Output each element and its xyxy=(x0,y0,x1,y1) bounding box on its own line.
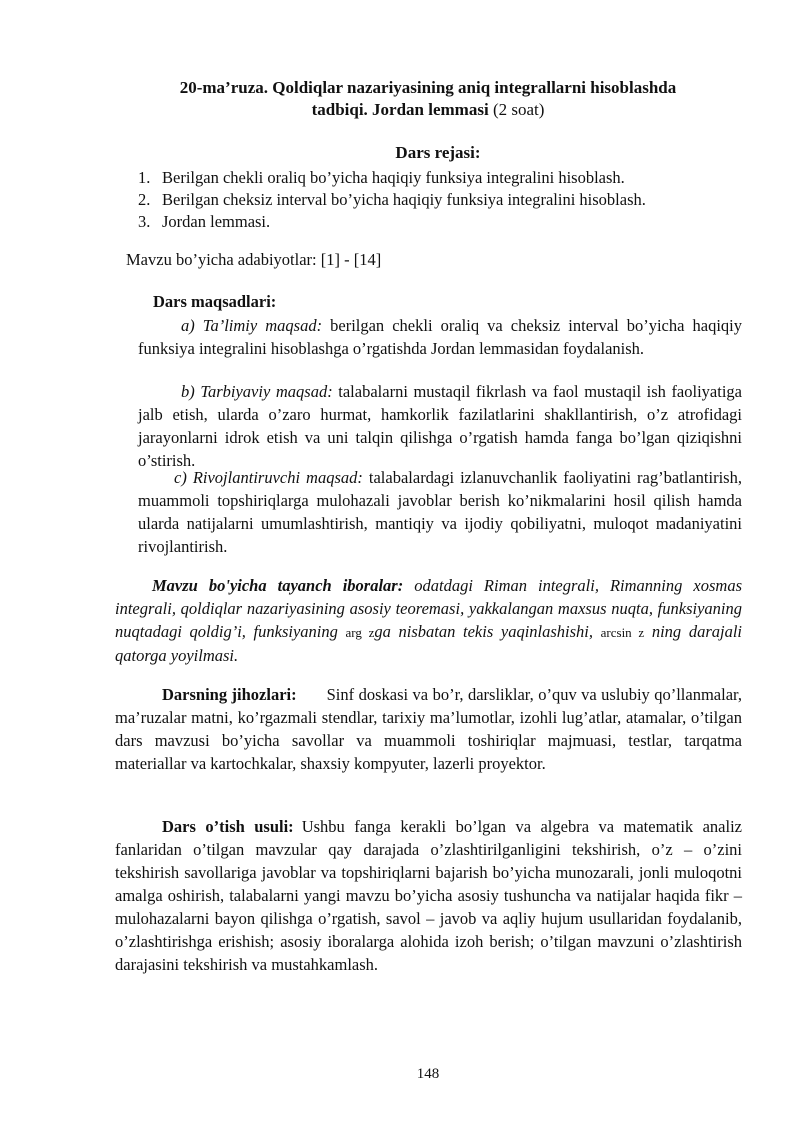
plan-item-number: 2. xyxy=(138,190,151,209)
goal-c-label: c) Rivojlantiruvchi maqsad: xyxy=(174,468,363,487)
goal-a xyxy=(138,314,742,360)
method-text: Ushbu fanga kerakli bo’lgan va algebra va matematik analiz fanlaridan o’tilgan mavzular qay darajada o’zlashtirilganligini tekshirish, o’z – o’zini tekshirish savollariga javoblar va topshiriqlarni bajarish bo’yicha munozarali, jonli muloqotni amalga oshirish, talabalarni yangi mavzu bo’yicha asosiy tushuncha va natijalar haqida fikr – mulohazalarni bayon qilishga o’rgatish, savol – javob va aqliy hujum usullaridan foydalanib, o’zlashtirishga erishish; asosiy iboralarga alohida izoh berish; o’tilgan mavzuni o’zlashtirish darajasini tekshirish va mustahkamlash. xyxy=(115,817,742,974)
goal-c xyxy=(138,466,742,558)
keywords-paragraph xyxy=(115,574,742,667)
math-arg-z: arg z xyxy=(345,625,375,640)
literature-line: Mavzu bo’yicha adabiyotlar: [1] - [14] xyxy=(126,250,382,269)
keywords-label: Mavzu bo'yicha tayanch iboralar: xyxy=(152,576,404,595)
goal-b-text: talabalarni mustaqil fikrlash va faol mustaqil ish faoliyatiga jalb etish, ularda o’zaro hurmat, hamkorlik fazilatlarini shakllantirish, o’z atrofidagi jarayonlarni idrok etish va uni talqin qilishga o’rgatish hamda fanga bo’lgan qiziqishni o’stirish. xyxy=(138,382,742,470)
plan-item-text: Jordan lemmasi. xyxy=(162,212,271,231)
method-paragraph xyxy=(115,815,742,976)
title-line-1: 20-ma’ruza. Qoldiqlar nazariyasining aniq integrallarni hisoblashda xyxy=(179,78,677,97)
plan-item-number: 3. xyxy=(138,212,151,231)
goal-c-text: talabalardagi izlanuvchanlik faoliyatini rag’batlantirish, muammoli topshiriqlarga mulohazali javoblar berish ko’nikmalarini hosil qilish hamda ularda natijalarni umumlashtirish, mantiqiy va ijodiy qobiliyatni, muloqot madaniyatini rivojlantirish. xyxy=(138,468,742,556)
plan-item xyxy=(138,211,646,233)
equipment-paragraph xyxy=(115,683,742,775)
lecture-title xyxy=(100,77,756,121)
plan-list xyxy=(138,167,646,233)
plan-item xyxy=(138,189,646,211)
equipment-label: Darsning jihozlari: xyxy=(162,685,297,704)
plan-item-text: Berilgan cheksiz interval bo’yicha haqiqiy funksiya integralini hisoblash. xyxy=(162,190,646,209)
math-arcsin-z: arcsin z xyxy=(600,625,645,640)
keywords-text-1: odatdagi Riman integrali, Rimanning xosmas integrali, qoldiqlar nazariyasining asosiy teoremasi, yakkalangan maxsus nuqta, funksiyaning nuqtadagi qoldig’i, funksiyaning xyxy=(115,576,742,641)
goal-a-text: berilgan chekli oraliq va cheksiz interval bo’yicha haqiqiy funksiya integralini hisoblashga o’rgatishda Jordan lemmasidan foydalanish. xyxy=(138,316,742,358)
title-duration: (2 soat) xyxy=(488,100,545,119)
page-number: 148 xyxy=(416,1066,440,1082)
title-line-2-bold: tadbiqi. Jordan lemmasi xyxy=(311,100,489,119)
equipment-text: Sinf doskasi va bo’r, darsliklar, o’quv va uslubiy qo’llanmalar, ma’ruzalar matni, ko’rgazmali stendlar, tarixiy ma’lumotlar, izohli lug’atlar, atamalar, o’tilgan dars mavzusi bo’yicha savollar va muammoli toshiriqlar majmuasi, testlar, tarqatma materiallar va kartochkalar, shaxsiy kompyuter, lazerli proyektor. xyxy=(115,685,742,773)
plan-heading: Dars rejasi: xyxy=(395,143,481,162)
goal-b-label: b) Tarbiyaviy maqsad: xyxy=(181,382,333,401)
plan-item xyxy=(138,167,646,189)
keywords-text-2: ga nisbatan tekis yaqinlashishi, xyxy=(374,622,601,641)
method-label: Dars o’tish usuli: xyxy=(162,817,294,836)
goal-b xyxy=(138,380,742,472)
keywords-text-3: ning darajali qatorga yoyilmasi. xyxy=(115,622,742,665)
goals-heading: Dars maqsadlari: xyxy=(153,292,277,311)
plan-item-number: 1. xyxy=(138,168,151,187)
goal-a-label: a) Ta’limiy maqsad: xyxy=(181,316,323,335)
plan-item-text: Berilgan chekli oraliq bo’yicha haqiqiy funksiya integralini hisoblash. xyxy=(162,168,625,187)
title-line-2 xyxy=(100,99,756,121)
